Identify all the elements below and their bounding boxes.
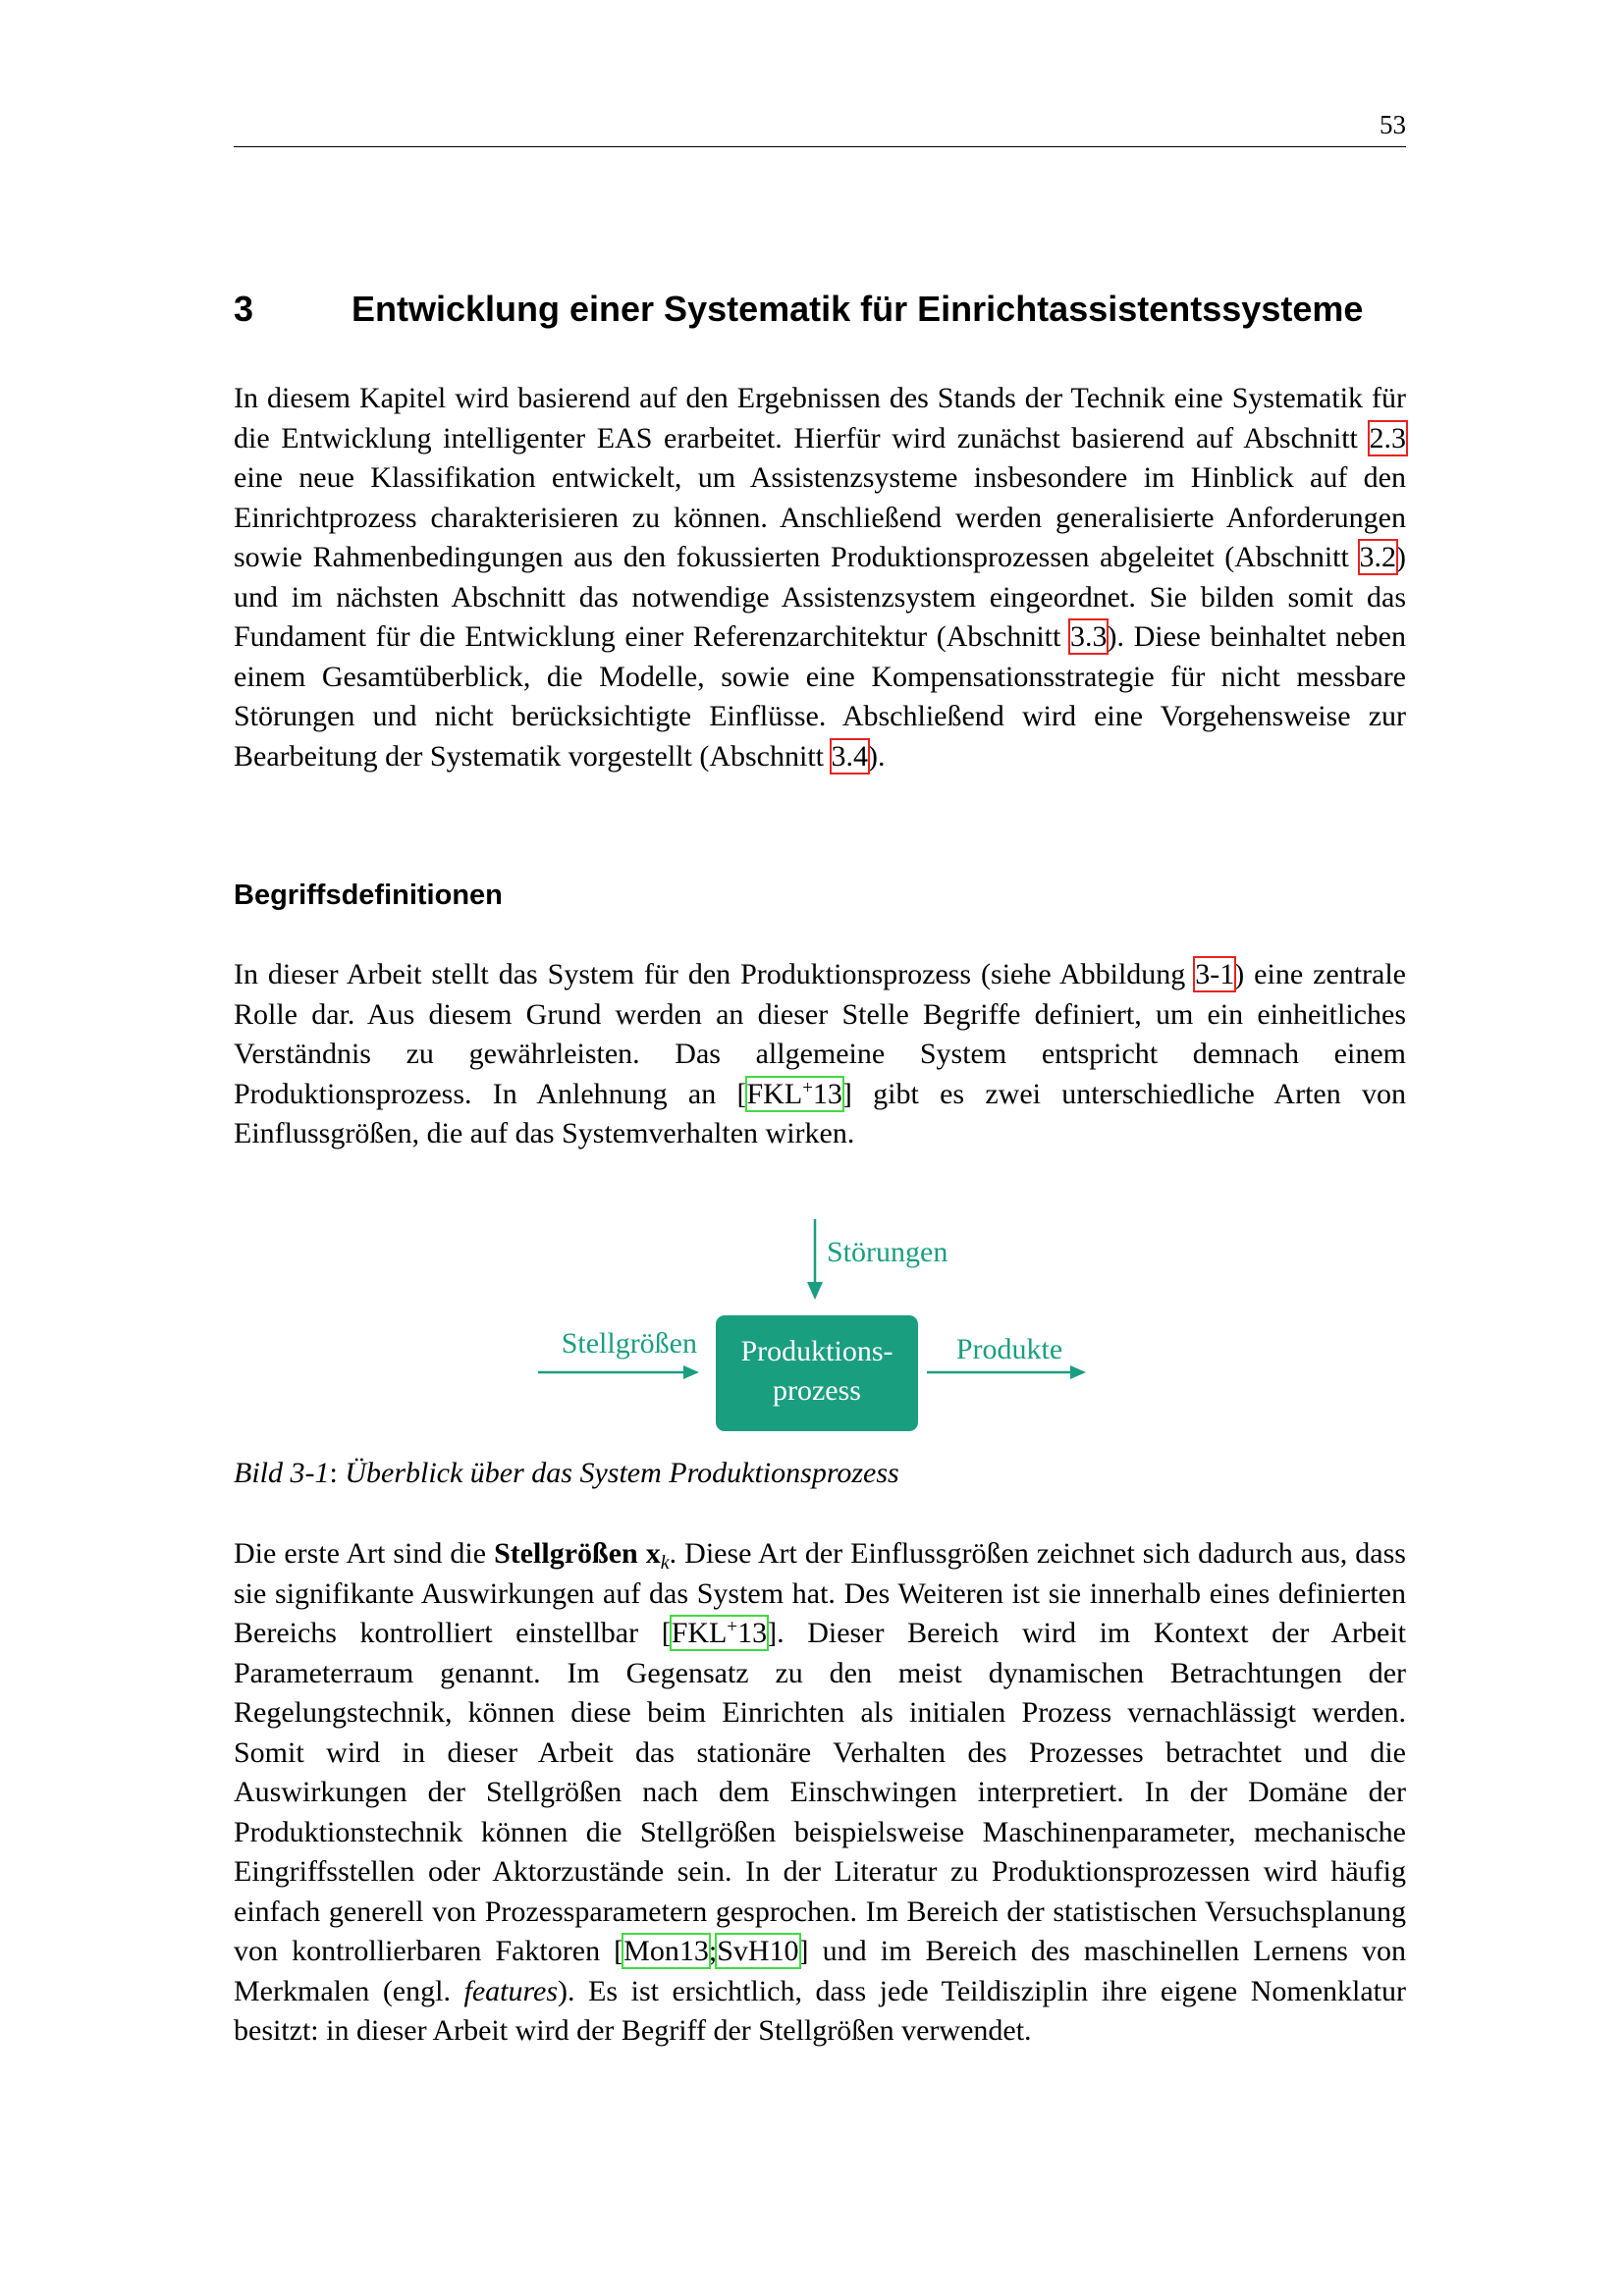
para3-text-5: ). Es ist ersichtlich, dass jede Teildisziplin ihre eigene Nomenklatur besitzt: in dieser Arbeit wird der Begriff der Stellgrößen verwendet.: [234, 1974, 1407, 2047]
intro-text-1: In diesem Kapitel wird basierend auf den Ergebnissen des Stands der Technik eine Systematik für die Entwicklung intelligenter EAS erarbeitet. Hierfür wird zunächst basierend auf Abschnitt: [234, 382, 1406, 454]
input-label: Stellgrößen: [561, 1327, 697, 1360]
citation-fkl-year-second: 13: [737, 1617, 768, 1649]
intro-text-3: ) und im nächsten Abschnitt das notwendige Assistenzsystem eingeordnet. Sie bilden somit das Fundament für die Entwicklung einer Referenzarchitektur (Abschnitt: [234, 541, 1406, 653]
production-process-box: [716, 1315, 918, 1431]
para2-text-2: ) eine zentrale Rolle dar. Aus diesem Grund werden an dieser Stelle Begriffe definiert, um ein einheitliches Verständnis zu gewährleisten. Das allgemeine System entspricht demnach einem Produktionsprozess. In Anlehnung an [: [234, 958, 1406, 1110]
disturbance-label: Störungen: [827, 1236, 948, 1268]
intro-text-4: ). Diese beinhaltet neben einem Gesamtüberblick, die Modelle, sowie eine Kompensationsstrategie für nicht messbare Störungen und nicht berücksichtigte Einflüsse. Abschließend wird eine Vorgehensweise zur Bearbeitung der Systematik vorgestellt (Abschnitt: [234, 620, 1407, 773]
section-link-3-3[interactable]: 3.3: [1069, 620, 1108, 653]
citation-separator: ;: [708, 1935, 718, 1967]
box-label-line-1: Produktions-: [740, 1335, 893, 1367]
chapter-number: 3: [234, 289, 254, 329]
para3-text-1: Die erste Art sind die: [234, 1537, 495, 1570]
intro-text-5: ).: [868, 739, 886, 773]
figure-link-3-1[interactable]: 3-1: [1195, 958, 1235, 990]
para3-text-3: ]. Dieser Bereich wird im Kontext der Arbeit Parameterraum genannt. Im Gegensatz zu den meist dynamischen Betrachtungen der Regelungstechnik, können diese beim Einrichten als initialen Prozess vernachlässigt werden. Somit wird in dieser Arbeit das stationäre Verhalten des Prozesses betrachtet und die Auswirkungen der Stellgrößen nach dem Einschwingen interpretiert. In der Domäne der Produktionstechnik können die Stellgrößen beispielsweise Maschinenparameter, mechanische Eingriffsstellen oder Aktorzustände sein. In der Literatur zu Produktionsprozessen wird häufig einfach generell von Prozessparametern gesprochen. Im Bereich der statistischen Versuchsplanung von kontrollierbaren Faktoren [: [234, 1617, 1406, 1967]
output-arrowhead: [1070, 1365, 1086, 1379]
para3-text-2: . Diese Art der Einflussgrößen zeichnet sich dadurch aus, dass sie signifikante Auswirkungen auf das System hat. Des Weiteren ist sie innerhalb eines definierten Bereichs kontrolliert einstellbar [: [234, 1537, 1406, 1649]
citation-link-mon13[interactable]: Mon13: [623, 1935, 709, 1967]
citation-fkl-sup: +: [802, 1077, 813, 1098]
box-label-line-2: prozess: [773, 1374, 861, 1407]
caption-text: Überblick über das System Produktionsprozess: [337, 1457, 899, 1489]
definitions-paragraph: [234, 955, 1406, 1154]
citation-link-fkl13[interactable]: [747, 1078, 842, 1110]
citation-link-svh10[interactable]: SvH10: [717, 1935, 799, 1967]
header-rule: [234, 146, 1406, 147]
system-figure: [520, 1207, 1110, 1443]
section-link-2-3[interactable]: 2.3: [1369, 421, 1406, 454]
caption-label: Bild 3-1: [234, 1457, 330, 1489]
caption-colon: :: [329, 1457, 338, 1489]
section-link-3-2[interactable]: 3.2: [1359, 541, 1396, 573]
citation-fkl-year: 13: [812, 1077, 842, 1110]
input-arrowhead: [683, 1365, 699, 1379]
para2-text-3: ] gibt es zwei unterschiedliche Arten von Einflussgrößen, die auf das Systemverhalten wirken.: [234, 1077, 1406, 1149]
output-label: Produkte: [955, 1333, 1063, 1365]
section-link-3-4[interactable]: 3.4: [831, 739, 868, 773]
disturbance-arrowhead: [807, 1282, 823, 1300]
para3-text-4: ] und im Bereich des maschinellen Lernens von Merkmalen (engl.: [234, 1935, 1406, 2007]
chapter-heading: [234, 289, 1406, 330]
term-features: features: [463, 1974, 559, 2007]
page-number: 53: [1380, 110, 1406, 139]
citation-link-fkl13-second[interactable]: [672, 1617, 767, 1649]
citation-fkl-sup-second: +: [727, 1617, 738, 1637]
chapter-title: Entwicklung einer Systematik für Einrichtassistentssysteme: [352, 289, 1364, 329]
term-subscript-k: k: [660, 1552, 670, 1574]
intro-text-2: eine neue Klassifikation entwickelt, um Assistenzsysteme insbesondere im Hinblick auf den Einrichtprozess charakterisieren zu können. Anschließend werden generalisierte Anforderungen sowie Rahmenbedingungen aus den fokussierten Produktionsprozessen abgeleitet (Abschnitt: [234, 461, 1406, 573]
system-diagram: [520, 1207, 1110, 1443]
citation-fkl-text: FKL: [746, 1077, 803, 1110]
figure-caption: [234, 1457, 899, 1490]
term-stellgroessen: [494, 1537, 670, 1574]
citation-fkl-text-second: FKL: [671, 1617, 728, 1649]
intro-paragraph: [234, 379, 1406, 776]
section-heading: Begriffsdefinitionen: [234, 880, 503, 911]
para2-text-1: In dieser Arbeit stellt das System für den Produktionsprozess (siehe Abbildung: [234, 958, 1196, 990]
stellgroessen-paragraph: [234, 1534, 1406, 2052]
term-stellgroessen-text: Stellgrößen x: [494, 1537, 661, 1570]
